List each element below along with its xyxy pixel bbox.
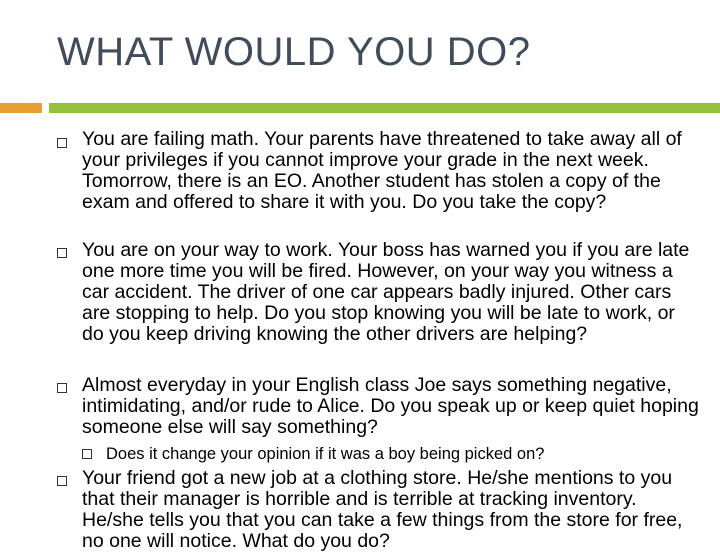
square-bullet-icon — [57, 138, 67, 148]
orange-accent-bar — [0, 103, 42, 113]
square-bullet-icon — [82, 449, 92, 459]
square-bullet-icon — [57, 383, 67, 393]
sub-bullet-item-1: Does it change your opinion if it was a boy being picked on? — [106, 445, 545, 463]
bullet-item-4: Your friend got a new job at a clothing store. He/she mentions to you that their manager is horrible and is terrible at tracking inventory. He/she tells you that you can take a few things from the store for free, no one will notice. What do you do? — [82, 467, 683, 552]
green-accent-bar — [49, 103, 720, 113]
bullet-item-2: You are on your way to work. Your boss has warned you if you are late one more time you will be fired. However, on your way you witness a car accident. The driver of one car appears badly injured. Other cars are stopping to help. Do you stop knowing you will be late to work, or do you keep driving knowing the other drivers are helping? — [82, 239, 690, 345]
slide-title: WHAT WOULD YOU DO? — [57, 30, 531, 74]
square-bullet-icon — [57, 248, 67, 258]
bullet-item-3: Almost everyday in your English class Joe says something negative, intimidating, and/or rude to Alice. Do you speak up or keep quiet hoping someone else will say something? — [82, 374, 699, 438]
square-bullet-icon — [57, 476, 67, 486]
bullet-item-1: You are failing math. Your parents have threatened to take away all of your privileges if you cannot improve your grade in the next week. Tomorrow, there is an EO. Another student has stolen a copy of the exam and offered to share it with you. Do you take the copy? — [82, 128, 682, 213]
